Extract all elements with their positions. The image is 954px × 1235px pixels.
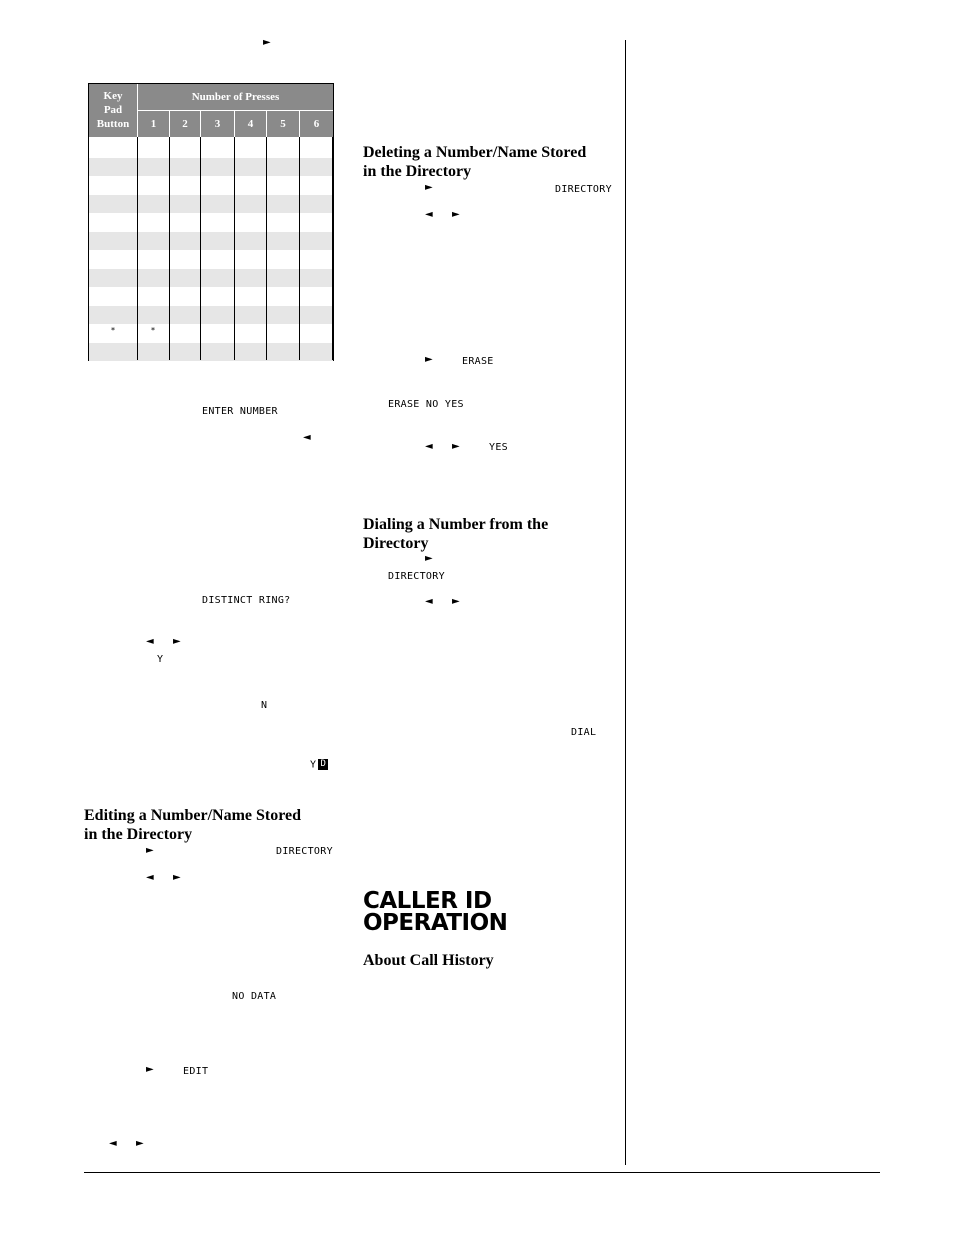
table-row (89, 195, 333, 214)
right-arrow-icon: ► (146, 1064, 154, 1075)
right-arrow-icon: ► (146, 845, 154, 856)
dialing-heading: Dialing a Number from the Directory (363, 516, 549, 552)
left-arrow-icon: ◄ (425, 441, 433, 452)
lcd-directory: DIRECTORY (555, 184, 612, 195)
lcd-distinct-ring: DISTINCT RING? (202, 595, 291, 606)
column-1-label: 1 (150, 118, 157, 130)
table-row (89, 287, 333, 306)
lcd-n: N (261, 700, 268, 711)
right-arrow-icon: ► (425, 182, 433, 193)
right-arrow-icon: ► (452, 596, 460, 607)
right-arrow-icon: ► (452, 441, 460, 452)
editing-heading: Editing a Number/Name Stored in the Directory (84, 807, 302, 843)
table-row (89, 213, 333, 232)
table-row (89, 232, 333, 251)
right-arrow-icon: ► (136, 1138, 144, 1149)
lcd-edit: EDIT (183, 1066, 209, 1077)
table-header-press-columns (138, 111, 333, 137)
footer-rule (84, 1172, 880, 1173)
table-row (89, 158, 333, 177)
lcd-yes: YES (489, 442, 508, 453)
deleting-heading: Deleting a Number/Name Stored in the Directory (363, 144, 587, 180)
table-row (89, 343, 333, 362)
lcd-erase: ERASE (462, 356, 494, 367)
left-arrow-icon: ◄ (109, 1138, 117, 1149)
lcd-y-d (310, 759, 328, 771)
lcd-no-data: NO DATA (232, 991, 277, 1002)
table-row (89, 306, 333, 325)
column-5-label: 5 (280, 118, 286, 130)
lcd-enter-number: ENTER NUMBER (202, 406, 278, 417)
column-divider (625, 40, 626, 1165)
right-arrow-icon: ► (425, 553, 433, 564)
right-arrow-icon: ► (173, 872, 181, 883)
section-title: CALLER ID OPERATION (363, 888, 508, 936)
column-2-label: 2 (182, 118, 188, 130)
left-arrow-icon: ◄ (303, 432, 311, 443)
column-3-label: 3 (214, 118, 221, 130)
lcd-d-cursor: D (318, 759, 328, 770)
table-row (89, 176, 333, 195)
lcd-directory: DIRECTORY (388, 571, 445, 582)
right-arrow-icon: ► (173, 636, 181, 647)
lcd-y: Y (157, 654, 164, 665)
table-row (89, 139, 333, 158)
table-row (89, 269, 333, 288)
right-arrow-icon: ► (263, 37, 271, 48)
table-header-key-pad-button: Key Pad Button (89, 84, 137, 137)
table-row (89, 250, 333, 269)
left-arrow-icon: ◄ (425, 209, 433, 220)
star-key-cell: * (111, 326, 115, 335)
about-call-history-heading: About Call History (363, 952, 494, 969)
right-arrow-icon: ► (452, 209, 460, 220)
left-arrow-icon: ◄ (146, 872, 154, 883)
table-row (89, 324, 333, 343)
lcd-y-value: Y (310, 759, 317, 771)
column-4-label: 4 (247, 118, 254, 130)
lcd-erase-no-yes: ERASE NO YES (388, 399, 464, 410)
star-press-cell: * (151, 326, 155, 335)
left-arrow-icon: ◄ (146, 636, 154, 647)
column-6-label: 6 (313, 118, 320, 130)
right-arrow-icon: ► (425, 354, 433, 365)
key-pad-table (88, 83, 334, 361)
lcd-directory: DIRECTORY (276, 846, 333, 857)
table-header-number-of-presses: Number of Presses (138, 84, 333, 110)
left-arrow-icon: ◄ (425, 596, 433, 607)
lcd-dial: DIAL (571, 727, 597, 738)
